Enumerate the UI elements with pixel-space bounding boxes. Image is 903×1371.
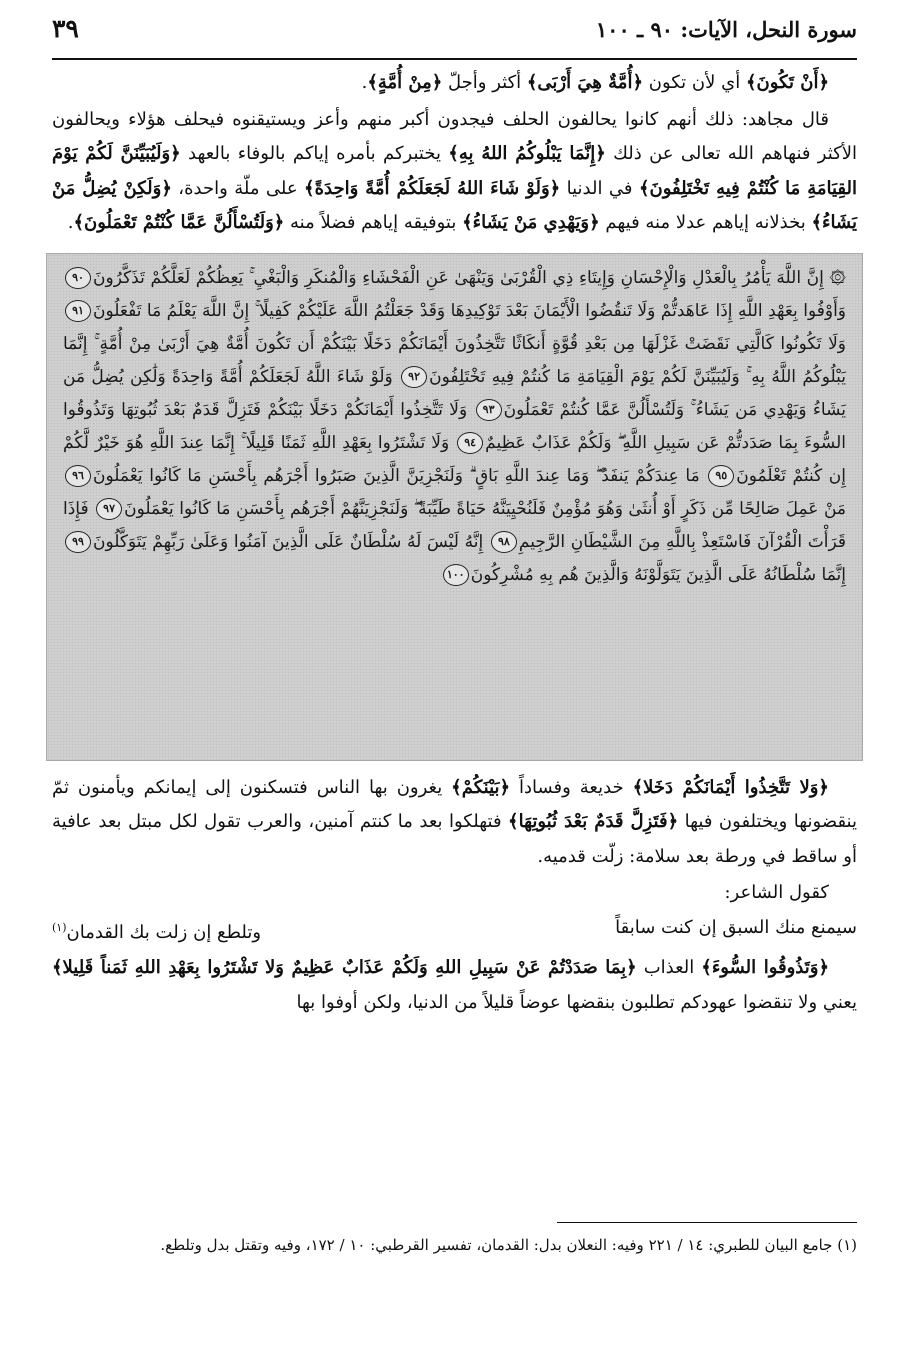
running-title: سورة النحل، الآيات: ٩٠ ـ ١٠٠	[595, 17, 857, 42]
quran-quote: ﴿وَلَكِنْ يُضِلُّ مَنْ يَشَاءُ﴾	[52, 177, 857, 233]
footnote-reference: (١)	[52, 921, 67, 934]
quran-quote: ﴿وَلَتُسْأَلُنَّ عَمَّا كُنْتُمْ تَعْمَلُونَ﴾	[73, 212, 285, 233]
quran-quote: ﴿وَيَهْدِي مَنْ يَشَاءُ﴾	[462, 212, 600, 233]
commentary-text: فتهلكوا بعد ما كنتم آمنين، والعرب تقول لكل مبتل بعد عافية أو ساقط في ورطة بعد سلامة: زلّت قدميه.	[52, 811, 857, 867]
poetry-hemistich-2: وتلطع إن زلت بك القدمان	[66, 922, 262, 943]
commentary-text: أكثر وأجلّ	[442, 72, 527, 93]
ayah-number-marker: ٩٠	[65, 267, 91, 289]
ayah-number-marker: ٩٢	[401, 366, 427, 388]
quran-quote: ﴿وَتَذُوقُوا السُّوءَ﴾	[701, 957, 829, 978]
verse-text: وَلَا تَتَّخِذُوا أَيْمَانَكُمْ دَخَلًا بَيْنَكُمْ فَتَزِلَّ قَدَمٌ بَعْدَ ثُبُوتِهَا وَتَذُوقُوا السُّوءَ بِمَا صَدَدتُّمْ عَن سَبِيلِ اللَّهِ ۖ وَلَكُمْ عَذَابٌ عَظِيمٌ	[63, 399, 846, 453]
ayah-number-marker: ١٠٠	[443, 564, 469, 586]
ayah-number-marker: ٩٦	[65, 465, 91, 487]
quran-quote: ﴿بَيْنَكُمْ﴾	[451, 776, 511, 798]
commentary-text: العذاب	[636, 957, 702, 978]
commentary-paragraph-2	[52, 103, 857, 241]
commentary-text: أي لأن تكون	[643, 72, 746, 93]
quran-quote: ﴿فَتَزِلَّ قَدَمٌ بَعْدَ ثُبُوتِهَا﴾	[508, 811, 679, 832]
commentary-text: قال مجاهد: ذلك أنهم كانوا يحالفون الحلف فيجدون أكبر منهم وأعز ويستيقنوه فيحلف هؤلاء ويحالفون الأكثر فنهاهم الله تعالى عن ذلك	[52, 108, 857, 164]
poetry-intro: كقول الشاعر:	[724, 882, 829, 903]
footnote-divider	[557, 1222, 857, 1223]
quran-quote: ﴿وَلا تَتَّخِذُوا أَيْمَانَكُمْ دَخَلا﴾	[632, 776, 829, 798]
verse-text: ۞ إِنَّ اللَّهَ يَأْمُرُ بِالْعَدْلِ وَالْإِحْسَانِ وَإِيتَاءِ ذِي الْقُرْبَىٰ وَيَنْهَىٰ عَنِ الْفَحْشَاءِ وَالْمُنكَرِ وَالْبَغْيِ ۚ يَعِظُكُمْ لَعَلَّكُمْ تَذَكَّرُونَ	[93, 267, 846, 288]
quran-quote: ﴿أُمَّةٌ هِيَ أَرْبَى﴾	[526, 72, 643, 93]
commentary-paragraph-3	[52, 771, 857, 875]
quran-quote: ﴿بِمَا صَدَدْتُمْ عَنْ سَبِيلِ اللهِ وَلَكُمْ عَذَابٌ عَظِيمٌ وَلا تَشْتَرُوا بِعَهْدِ اللهِ ثَمَناً قَلِيلا﴾	[52, 957, 637, 978]
commentary-text: .	[67, 212, 74, 233]
quran-quote: ﴿وَلَيُبَيِّنَنَّ لَكُمْ يَوْمَ القِيَامَةِ مَا كُنْتُمْ فِيهِ تَخْتَلِفُونَ﴾	[52, 143, 858, 199]
verse-text: إِنَّمَا سُلْطَانُهُ عَلَى الَّذِينَ يَتَوَلَّوْنَهُ وَالَّذِينَ هُم بِهِ مُشْرِكُونَ	[470, 564, 846, 585]
poetry-hemistich-2-wrap	[52, 910, 261, 951]
poetry-hemistich-1: سيمنع منك السبق إن كنت سابقاً	[615, 917, 857, 938]
ayah-number-marker: ٩٣	[476, 399, 502, 421]
quran-verses-text	[63, 262, 846, 592]
commentary-text: يعني ولا تنقضوا عهودكم تطلبون بنقضها عوضاً قليلاً من الدنيا، ولكن أوفوا بها	[296, 991, 857, 1013]
commentary-paragraph-4	[52, 951, 857, 1020]
verse-text: وَلَا تَشْتَرُوا بِعَهْدِ اللَّهِ ثَمَنًا قَلِيلًا ۚ إِنَّمَا عِندَ اللَّهِ هُوَ خَيْرٌ لَّكُمْ إِن كُنتُمْ تَعْلَمُونَ	[63, 432, 846, 486]
page-header	[52, 14, 857, 60]
commentary-text: يغرون بها الناس فتسكنون إلى إيمانكم ويأمنون ثمّ ينقضونها ويختلفون فيها	[52, 776, 857, 832]
verse-text: وَأَوْفُوا بِعَهْدِ اللَّهِ إِذَا عَاهَدتُّمْ وَلَا تَنقُضُوا الْأَيْمَانَ بَعْدَ تَوْكِيدِهَا وَقَدْ جَعَلْتُمُ اللَّهَ عَلَيْكُمْ كَفِيلًا ۚ إِنَّ اللَّهَ يَعْلَمُ مَا تَفْعَلُونَ	[93, 300, 846, 321]
ayah-number-marker: ٩٩	[65, 531, 91, 553]
commentary-text: على ملّة واحدة،	[171, 177, 305, 199]
ayah-number-marker: ٩٤	[457, 432, 483, 454]
ayah-number-marker: ٩٧	[96, 498, 122, 520]
quran-quote: ﴿أَنْ تَكُونَ﴾	[745, 72, 829, 93]
verse-text: فَإِذَا قَرَأْتَ الْقُرْآنَ فَاسْتَعِذْ بِاللَّهِ مِنَ الشَّيْطَانِ الرَّجِيمِ	[63, 498, 846, 552]
commentary-text: خديعة وفساداً	[510, 776, 633, 798]
quran-quote: ﴿إِنَّمَا يَبْلُوكُمُ اللهُ بِهِ﴾	[448, 143, 606, 164]
commentary-paragraph-1	[52, 66, 857, 101]
commentary-text: بتوفيقه إياهم فضلاً منه	[284, 212, 463, 233]
commentary-text: بخذلانه إياهم عدلا منه فيهم	[599, 212, 812, 233]
page-number: ٣٩	[52, 14, 79, 43]
quran-quote: ﴿مِنْ أُمَّةٍ﴾	[367, 72, 443, 93]
commentary-text: في الدنيا	[560, 177, 639, 199]
commentary-text: يختبركم بأمره إياكم بالوفاء بالعهد	[180, 143, 449, 164]
ayah-number-marker: ٩٥	[708, 465, 734, 487]
verse-text: وَلَا تَكُونُوا كَالَّتِي نَقَضَتْ غَزْلَهَا مِن بَعْدِ قُوَّةٍ أَنكَاثًا تَتَّخِذُونَ أَيْمَانَكُمْ دَخَلًا بَيْنَكُمْ أَن تَكُونَ أُمَّةٌ هِيَ أَرْبَىٰ مِنْ أُمَّةٍ ۚ إِنَّمَا يَبْلُوكُمُ اللَّهُ بِهِ ۚ وَلَيُبَيِّنَنَّ لَكُمْ يَوْمَ الْقِيَامَةِ مَا كُنتُمْ فِيهِ تَخْتَلِفُونَ	[63, 333, 846, 387]
ayah-number-marker: ٩٨	[491, 531, 517, 553]
verse-text: وَلَوْ شَاءَ اللَّهُ لَجَعَلَكُمْ أُمَّةً وَاحِدَةً وَلَٰكِن يُضِلُّ مَن يَشَاءُ وَيَهْدِي مَن يَشَاءُ ۚ وَلَتُسْأَلُنَّ عَمَّا كُنتُمْ تَعْمَلُونَ	[63, 366, 846, 420]
quran-quote: ﴿وَلَوْ شَاءَ اللهُ لَجَعَلَكُمْ أُمَّةً وَاحِدَةً﴾	[304, 177, 561, 199]
ayah-number-marker: ٩١	[65, 300, 91, 322]
poetry-verse	[52, 910, 857, 951]
footnotes-section	[52, 1222, 857, 1260]
verse-text: إِنَّهُ لَيْسَ لَهُ سُلْطَانٌ عَلَى الَّذِينَ آمَنُوا وَعَلَىٰ رَبِّهِمْ يَتَوَكَّلُونَ	[93, 531, 489, 552]
commentary-text: .	[361, 72, 368, 93]
verse-text: مَنْ عَمِلَ صَالِحًا مِّن ذَكَرٍ أَوْ أُنثَىٰ وَهُوَ مُؤْمِنٌ فَلَنُحْيِيَنَّهُ حَيَاةً طَيِّبَةً ۖ وَلَنَجْزِيَنَّهُمْ أَجْرَهُم بِأَحْسَنِ مَا كَانُوا يَعْمَلُونَ	[124, 498, 846, 519]
verse-text: مَا عِندَكُمْ يَنفَدُ ۖ وَمَا عِندَ اللَّهِ بَاقٍ ۗ وَلَنَجْزِيَنَّ الَّذِينَ صَبَرُوا أَجْرَهُم بِأَحْسَنِ مَا كَانُوا يَعْمَلُونَ	[93, 465, 707, 486]
footnote-1: (١) جامع البيان للطبري: ١٤ / ٢٢١ وفيه: النعلان بدل: القدمان، تفسير القرطبي: ١٠ / ١٧٢، وفيه وتقتل بدل وتلطع.	[160, 1236, 857, 1254]
quran-verses-box	[46, 253, 863, 761]
